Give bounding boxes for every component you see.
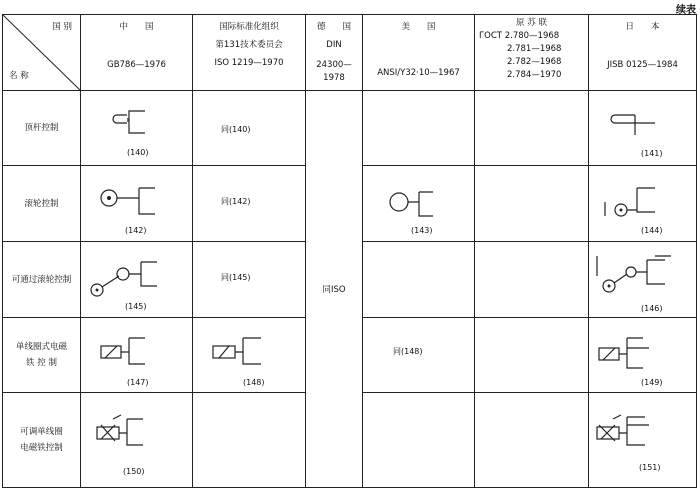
row-name [3, 393, 81, 488]
cell-cn [81, 166, 193, 242]
same-as-text: 同(142) [221, 197, 251, 206]
header-text: ANSI/Y32·10—1967 [377, 68, 460, 78]
header-text: 德 国 [316, 22, 351, 32]
idle-roller-symbol [595, 252, 685, 302]
symbol-table [2, 14, 697, 488]
solenoid-symbol [211, 334, 281, 374]
cell-cn [81, 242, 193, 318]
symbol-caption: (140) [127, 148, 149, 157]
header-cn [81, 15, 193, 91]
solenoid-symbol [99, 334, 169, 374]
symbol-caption: (144) [641, 226, 663, 235]
header-jp [589, 15, 697, 91]
header-text: 中 国 [119, 22, 154, 32]
table-row [3, 91, 697, 166]
symbol-caption: (141) [641, 149, 663, 158]
symbol-caption: (143) [411, 226, 433, 235]
cell-us [363, 91, 475, 166]
row-name-text: 单线圈式电磁 [15, 342, 67, 352]
symbol-caption: (150) [123, 467, 145, 476]
symbol-caption: (146) [641, 304, 663, 313]
cell-su [475, 91, 589, 166]
cell-su [475, 242, 589, 318]
header-text: 国际标准化组织 [219, 22, 279, 32]
plunger-symbol [611, 109, 671, 139]
row-name [3, 91, 81, 166]
row-name-text: 顶杆控制 [24, 123, 59, 133]
cell-cn [81, 393, 193, 488]
cell-su [475, 318, 589, 393]
idle-roller-symbol [89, 256, 179, 300]
symbol-caption: (149) [641, 378, 663, 387]
header-su [475, 15, 589, 91]
country-label: 国 别 [52, 22, 72, 32]
row-name-text: 可通过滚轮控制 [11, 274, 72, 285]
corner-header [3, 15, 81, 91]
header-text: 24300—1978 [316, 60, 352, 83]
cell-jp [589, 242, 697, 318]
header-text: 2.782—1968 [507, 57, 562, 67]
cell-iso [193, 242, 306, 318]
cell-iso [193, 393, 306, 488]
solenoid-symbol [597, 334, 677, 374]
cell-us [363, 393, 475, 488]
symbol-caption: (148) [243, 378, 265, 387]
cell-cn [81, 91, 193, 166]
header-text: 第131技术委员会 [215, 40, 283, 50]
header-text: GB786—1976 [107, 60, 166, 70]
header-text: 原 苏 联 [516, 18, 547, 28]
row-name-text: 铁 控 制 [26, 358, 57, 368]
cell-jp [589, 166, 697, 242]
cell-iso [193, 318, 306, 393]
roller-symbol [389, 188, 449, 222]
symbol-caption: (145) [125, 302, 147, 311]
roller-symbol [603, 184, 673, 224]
header-row [3, 15, 697, 91]
row-name [3, 242, 81, 318]
header-us [363, 15, 475, 91]
adjustable-solenoid-symbol [95, 411, 175, 455]
row-name [3, 166, 81, 242]
cell-jp [589, 393, 697, 488]
cell-de [306, 91, 363, 488]
same-as-text: 同(140) [221, 125, 251, 134]
cell-jp [589, 91, 697, 166]
cell-su [475, 393, 589, 488]
same-as-text: 同(148) [393, 347, 423, 356]
header-text: 2.781—1968 [507, 44, 562, 54]
header-text: 日 本 [625, 22, 660, 32]
header-text: 美 国 [401, 22, 436, 32]
same-as-text: 同(145) [221, 273, 251, 282]
header-text: ГОСТ 2.780—1968 [479, 31, 560, 41]
adjustable-solenoid-symbol [595, 411, 675, 455]
symbol-caption: (142) [125, 226, 147, 235]
plunger-symbol [115, 109, 165, 139]
header-text: JISB 0125—1984 [607, 60, 678, 70]
cell-us [363, 242, 475, 318]
row-name-text: 电磁铁控制 [20, 443, 63, 453]
cell-su [475, 166, 589, 242]
same-as-iso-text: 同ISO [322, 285, 346, 295]
roller-symbol [99, 184, 169, 220]
header-text: ISO 1219—1970 [214, 58, 284, 68]
header-iso [193, 15, 306, 91]
symbol-caption: (151) [639, 463, 661, 472]
symbol-caption: (147) [127, 378, 149, 387]
continued-label: 续表 [676, 5, 696, 16]
cell-iso [193, 91, 306, 166]
cell-us [363, 166, 475, 242]
cell-cn [81, 318, 193, 393]
header-text: DIN [326, 40, 342, 50]
cell-jp [589, 318, 697, 393]
header-de [306, 15, 363, 91]
row-name-text: 可调单线圈 [20, 427, 63, 437]
header-text: 2.784—1970 [507, 70, 562, 80]
row-name [3, 318, 81, 393]
name-label: 名 称 [9, 71, 29, 81]
cell-us [363, 318, 475, 393]
row-name-text: 滚轮控制 [24, 198, 59, 209]
cell-iso [193, 166, 306, 242]
